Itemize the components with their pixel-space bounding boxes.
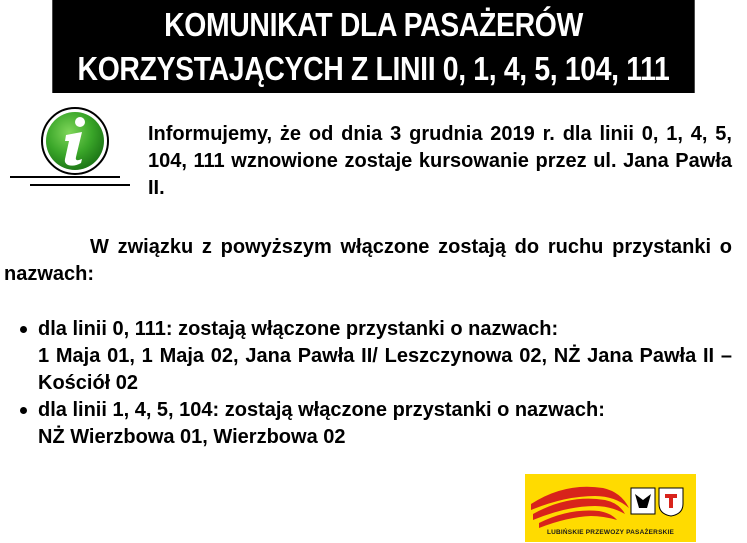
bullet-stops: 1 Maja 01, 1 Maja 02, Jana Pawła II/ Leszczynowa 02, NŻ Jana Pawła II – Kościół 02 <box>38 345 732 394</box>
bullet-list <box>14 316 732 451</box>
bullet-stops: NŻ Wierzbowa 01, Wierzbowa 02 <box>38 426 346 448</box>
header-banner <box>52 0 694 93</box>
bullet-dot <box>20 326 27 333</box>
bullet-heading: dla linii 0, 111: zostają włączone przystanki o nazwach: <box>38 318 559 340</box>
list-item <box>14 397 732 451</box>
bullet-heading: dla linii 1, 4, 5, 104: zostają włączone przystanki o nazwach: <box>38 399 605 421</box>
logo-caption: LUBIŃSKIE PRZEWOZY PASAŻERSKIE <box>546 529 675 536</box>
list-item <box>14 316 732 397</box>
intro-text: Informujemy, że od dnia 3 grudnia 2019 r. dla linii 0, 1, 4, 5, 104, 111 wznowione zostaje kursowanie przez ul. Jana Pawła II. <box>148 123 732 199</box>
header-title-line1: KOMUNIKAT DLA PASAŻERÓW <box>164 6 583 43</box>
header-title-line2: KORZYSTAJĄCYCH Z LINII 0, 1, 4, 5, 104, 111 <box>77 50 670 87</box>
lpp-logo <box>525 474 696 542</box>
body-paragraph: W związku z powyższym włączone zostają do ruchu przystanki o nazwach: <box>4 236 732 285</box>
info-icon <box>8 105 140 195</box>
bullet-dot <box>20 407 27 414</box>
